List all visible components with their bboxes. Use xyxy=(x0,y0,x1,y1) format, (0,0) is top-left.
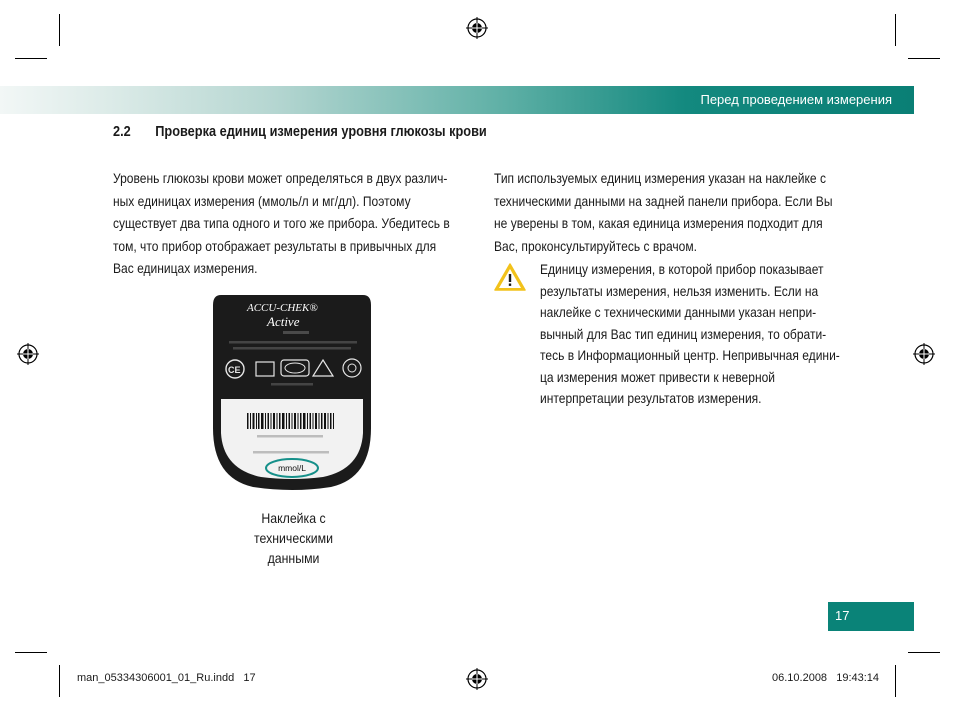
page-number-box xyxy=(828,602,914,631)
section-number: 2.2 xyxy=(113,124,131,140)
device-unit-label: mmol/L xyxy=(278,463,306,473)
text-line: Уровень глюкозы крови может определяться в двух различ- xyxy=(113,170,448,186)
crop-mark xyxy=(895,665,896,697)
footer-timestamp: 06.10.2008 19:43:14 xyxy=(772,672,880,684)
text-line: вычный для Вас тип единиц измерения, то обрати- xyxy=(540,325,827,342)
device-brand: ACCU-CHEK® xyxy=(247,302,318,314)
text-line: Тип используемых единиц измерения указан на наклейке с xyxy=(494,170,827,186)
registration-mark-icon xyxy=(466,668,488,690)
text-line: том, что прибор отображает результаты в привычных для xyxy=(113,237,437,254)
section-heading xyxy=(113,124,487,140)
registration-mark-icon xyxy=(913,343,935,365)
page-number: 17 xyxy=(835,608,850,623)
caption-line: данными xyxy=(267,550,320,566)
caption-line: Наклейка с техническими xyxy=(253,510,333,546)
crop-mark xyxy=(908,58,940,59)
crop-mark xyxy=(15,58,47,59)
crop-mark xyxy=(895,14,896,46)
figure-caption xyxy=(222,508,365,568)
text-line: Вас, проконсультируйтесь с врачом. xyxy=(494,237,697,254)
left-column-text xyxy=(113,167,450,280)
registration-mark-icon xyxy=(17,343,39,365)
text-line: существует два типа одного и того же прибора. Убедитесь в xyxy=(113,215,450,231)
text-line: Вас единицах измерения. xyxy=(113,260,258,276)
text-line: Единицу измерения, в которой прибор показывает xyxy=(540,261,824,277)
warning-text xyxy=(540,259,840,410)
text-line: тесь в Информационный центр. Непривычная едини- xyxy=(540,347,840,363)
crop-mark xyxy=(59,665,60,697)
header-title: Перед проведением измерения xyxy=(700,92,892,107)
section-title: Проверка единиц измерения уровня глюкозы крови xyxy=(155,124,487,140)
text-line: интерпретации результатов измерения. xyxy=(540,390,762,406)
device-back-label-illustration xyxy=(211,293,373,491)
text-line: техническими данными на задней панели прибора. Если Вы xyxy=(494,192,833,209)
text-line: результаты измерения, нельзя изменить. Если на xyxy=(540,282,819,299)
crop-mark xyxy=(59,14,60,46)
text-line: наклейке с техническими данными указан непри- xyxy=(540,304,817,320)
text-line: не уверены в том, какая единица измерения подходит для xyxy=(494,215,823,231)
crop-mark xyxy=(908,652,940,653)
svg-text:CE: CE xyxy=(228,365,241,375)
device-model: Active xyxy=(267,314,300,329)
text-line: ных единицах измерения (ммоль/л и мг/дл). Поэтому xyxy=(113,192,411,209)
crop-mark xyxy=(15,652,47,653)
footer-file-name: man_05334306001_01_Ru.indd 17 xyxy=(77,672,256,684)
right-column-text xyxy=(494,167,832,257)
text-line: ца измерения может привести к неверной xyxy=(540,368,776,385)
warning-triangle-icon xyxy=(493,262,527,292)
registration-mark-icon xyxy=(466,17,488,39)
